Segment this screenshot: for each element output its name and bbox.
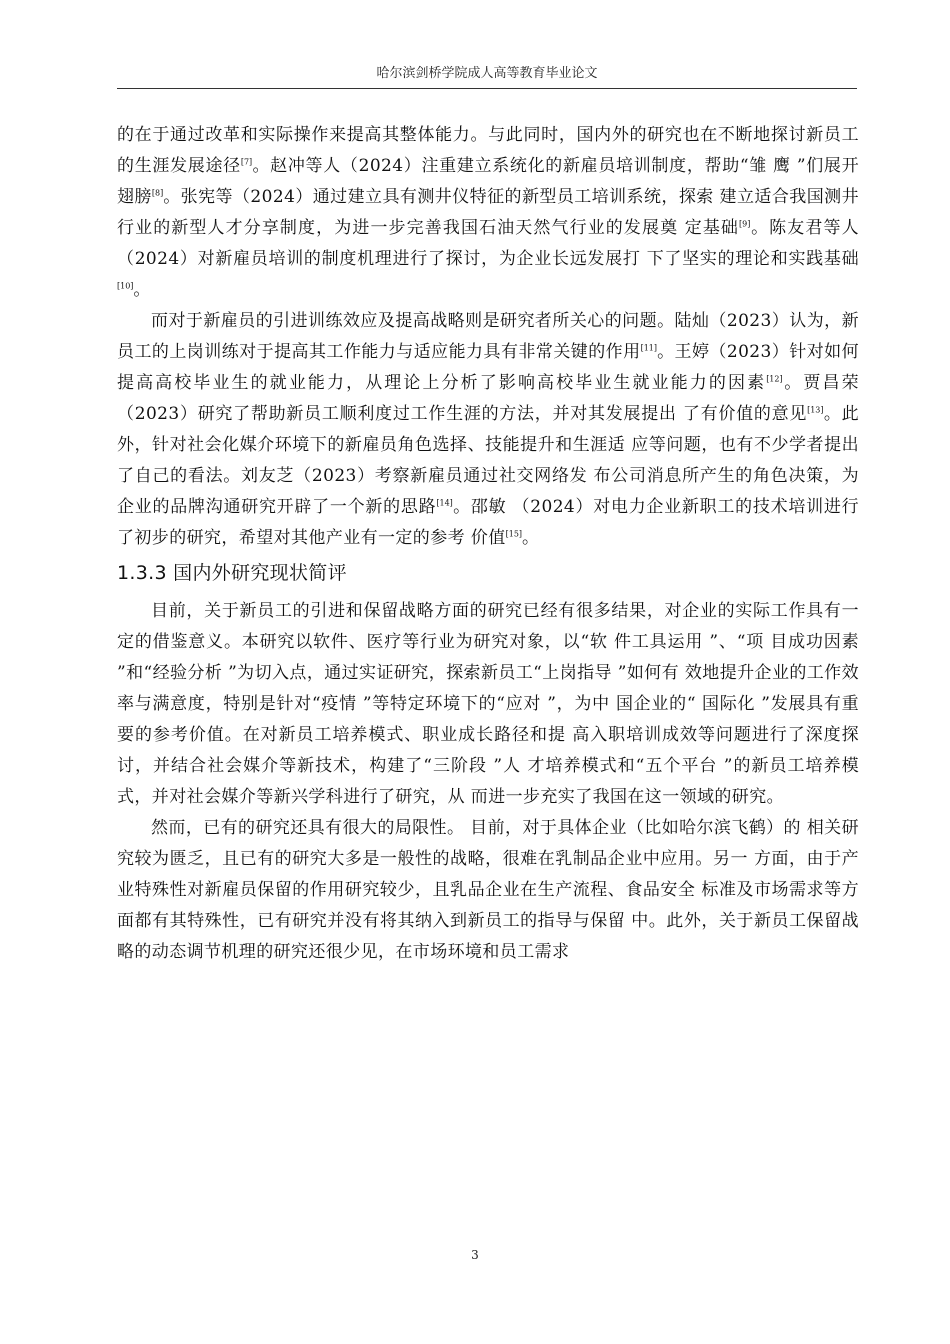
citation-12: [12] — [766, 374, 783, 384]
running-header: 哈尔滨剑桥学院成人高等教育毕业论文 — [117, 60, 857, 89]
citation-15: [15] — [505, 529, 523, 539]
paragraph-1 — [117, 120, 859, 306]
page-number: 3 — [471, 1248, 479, 1262]
page-body — [117, 120, 859, 968]
citation-14: [14] — [436, 498, 453, 508]
citation-11: [11] — [640, 343, 658, 353]
p1-text-4: 。陈友君等人（2024）对新雇员培训的制度机理进行了探讨，为企业长远发展打 下了坚实的理论和实践基础 — [117, 218, 859, 269]
paragraph-4: 然而，已有的研究还具有很大的局限性。 目前，对于具体企业（比如哈尔滨飞鹤）的 相关研究较为匮乏，且已有的研究大多是一般性的战略，很难在乳制品企业中应用。另一 方面，由于产业特殊性对新雇员保留的作用研究较少，且乳品企业在生产流程、食品安全 标准及市场需求等方面都有其特殊性，已有研究并没有将其纳入到新员工的指导与保留 中。此外，关于新员工保留战略的动态调节机理的研究还很少见，在市场环境和员工需求 — [117, 818, 859, 962]
p1-text-2: 。赵冲等人（2024）注重建立系统化的新雇员培训制度，帮助“雏 鹰 ”们展开翅膀 — [117, 156, 859, 207]
citation-8: [8] — [151, 188, 164, 198]
citation-9: [9] — [739, 219, 751, 229]
p1-text-1: 的在于通过改革和实际操作来提高其整体能力。与此同时，国内外的研究也在不断地探讨新员工的生涯发展途径 — [117, 125, 859, 176]
p2-text-3: 。贾昌荣（2023）研究了帮助新员工顺利度过工作生涯的方法，并对其发展提出 了有价值的意见 — [117, 373, 859, 424]
section-heading: 1.3.3 国内外研究现状简评 — [117, 562, 347, 584]
p2-text-2: 。王婷（2023）针对如何提高高校毕业生的就业能力，从理论上分析了影响高校毕业生就业能力的因素 — [117, 342, 860, 393]
p2-text-4: 。此外，针对社会化媒介环境下的新雇员角色选择、技能提升和生涯适 应等问题，也有不少学者提出了自己的看法。刘友芝（2023）考察新雇员通过社交网络发 布公司消息所产生的角色决策，为企业的品牌沟通研究开辟了一个新的思路 — [117, 404, 859, 517]
citation-7: [7] — [240, 157, 253, 167]
p1-text-3: 。张宪等（2024）通过建立具有测井仪特征的新型员工培训系统，探索 建立适合我国测井行业的新型人才分享制度，为进一步完善我国石油天然气行业的发展奠 定基础 — [117, 187, 859, 238]
p2-text-6: 。 — [522, 528, 540, 548]
citation-10: [10] — [117, 281, 134, 291]
paragraph-2 — [117, 306, 859, 554]
p2-text-5: 。邵敏 （2024）对电力企业新职工的技术培训进行了初步的研究，希望对其他产业有一定的参考 价值 — [117, 497, 860, 548]
paragraph-3: 目前，关于新员工的引进和保留战略方面的研究已经有很多结果，对企业的实际工作具有一定的借鉴意义。本研究以软件、医疗等行业为研究对象，以“软 件工具运用 ”、“项 目成功因素 ”和“经验分析 ”为切入点，通过实证研究，探索新员工“上岗指导 ”如何有 效地提升企业的工作效率与满意度，特别是针对“疫情 ”等特定环境下的“应对 ”，为中 国企业的“ 国际化 ”发展具有重要的参考价值。在对新员工培养模式、职业成长路径和提 高入职培训成效等问题进行了深度探讨，并结合社会媒介等新技术，构建了“三阶段 ”人 才培养模式和“五个平台 ”的新员工培养模式，并对社会媒介等新兴学科进行了研究，从 而进一步充实了我国在这一领域的研究。 — [117, 601, 859, 807]
citation-13: [13] — [807, 405, 824, 415]
p1-text-5: 。 — [133, 280, 151, 300]
p2-text-1: 而对于新雇员的引进训练效应及提高战略则是研究者所关心的问题。陆灿（2023）认为，新员工的上岗训练对于提高其工作能力与适应能力具有非常关键的作用 — [117, 311, 859, 362]
